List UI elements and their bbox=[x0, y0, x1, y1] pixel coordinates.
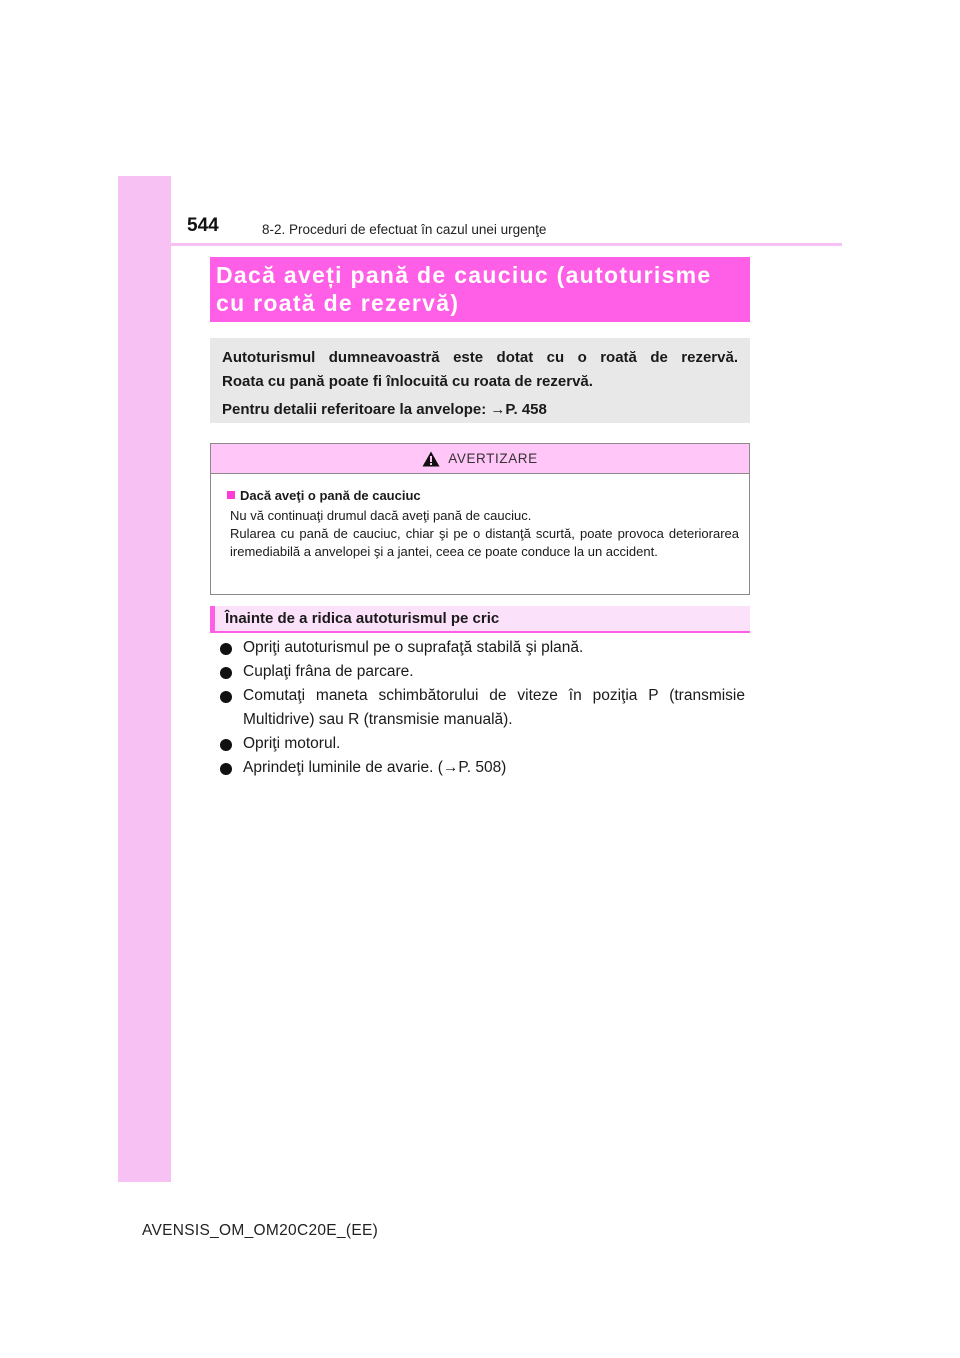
warning-item-title-text: Dacă aveţi o pană de cauciuc bbox=[240, 488, 421, 503]
bullet-dot-icon bbox=[220, 667, 232, 679]
list-item bbox=[220, 660, 745, 684]
list-item-text: Comutaţi maneta schimbătorului de viteze în poziţia P (transmisie Multidrive) sau R (transmisie manuală). bbox=[243, 687, 745, 728]
bullet-list bbox=[220, 636, 745, 780]
warning-body bbox=[211, 474, 749, 561]
warning-label: AVERTIZARE bbox=[448, 451, 538, 466]
footer-code: AVENSIS_OM_OM20C20E_(EE) bbox=[142, 1222, 379, 1239]
list-item-text: Aprindeţi luminile de avarie. (→P. 508) bbox=[243, 759, 507, 776]
bullet-dot-icon bbox=[220, 739, 232, 751]
warning-item-title bbox=[227, 488, 739, 504]
bullet-dot-icon bbox=[220, 691, 232, 703]
intro-line2: Roata cu pană poate fi înlocuită cu roata de rezervă. bbox=[222, 373, 593, 390]
list-item bbox=[220, 636, 745, 660]
header-rule bbox=[118, 243, 842, 246]
bullet-dot-icon bbox=[220, 643, 232, 655]
main-title-line2: cu roată de rezervă) bbox=[216, 290, 460, 316]
square-marker-icon bbox=[227, 491, 235, 499]
warning-text-1: Nu vă continuaţi drumul dacă aveţi pană de cauciuc. bbox=[230, 508, 532, 523]
page-number: 544 bbox=[187, 215, 219, 236]
warning-text-2: Rularea cu pană de cauciuc, chiar şi pe o distanţă scurtă, poate provoca deteriorarea iremediabilă a anvelopei şi a jantei, ceea ce poate conduce la un accident. bbox=[230, 526, 739, 559]
list-item-text: Cuplaţi frâna de parcare. bbox=[243, 663, 414, 680]
main-title-line1: Dacă aveți pană de cauciuc (autoturisme bbox=[216, 262, 712, 288]
list-item bbox=[220, 732, 745, 756]
section-title: 8-2. Proceduri de efectuat în cazul unei urgenţe bbox=[262, 222, 547, 237]
intro-line3: Pentru detalii referitoare la anvelope: →P. 458 bbox=[222, 401, 547, 418]
main-title bbox=[210, 257, 750, 322]
intro-line1: Autoturismul dumneavoastră este dotat cu o roată de rezervă. bbox=[222, 349, 738, 366]
warning-triangle-icon bbox=[422, 451, 440, 467]
warning-text bbox=[227, 507, 739, 561]
subheading: Înainte de a ridica autoturismul pe cric bbox=[210, 606, 750, 633]
list-item bbox=[220, 756, 745, 780]
bullet-dot-icon bbox=[220, 763, 232, 775]
warning-header bbox=[211, 444, 749, 474]
list-item-text: Opriţi motorul. bbox=[243, 735, 341, 752]
warning-box bbox=[210, 443, 750, 595]
list-item bbox=[220, 684, 745, 732]
list-item-text: Opriţi autoturismul pe o suprafaţă stabilă şi plană. bbox=[243, 639, 584, 656]
side-band bbox=[118, 176, 171, 1182]
intro-box bbox=[210, 338, 750, 423]
